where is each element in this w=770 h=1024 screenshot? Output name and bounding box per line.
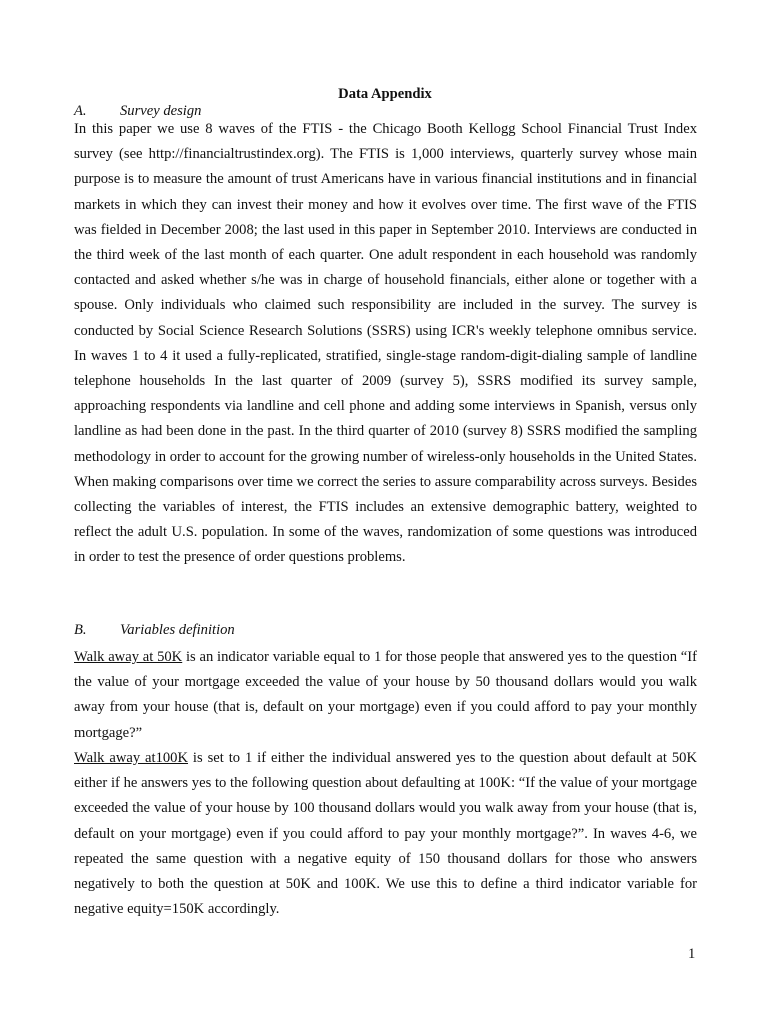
variable-definition-100k: is set to 1 if either the individual answered yes to the question about default at 50K either if he answers yes to the following question about defaulting at 100K: “If the value of your mortgage exceeded the value of your house by 100 thousand dollars would you walk away from your house (that is, default on your mortgage) even if you could afford to pay your monthly mortgage?”. In waves 4-6, we repeated the same question with a negative equity of 150 thousand dollars for those who answers negatively to both the question at 50K and 100K. We use this to define a third indicator variable for negative equity=150K accordingly.: [74, 750, 698, 918]
page-title: Data Appendix: [338, 86, 432, 102]
variable-name-100k: Walk away at100K: [74, 750, 189, 766]
page-number: 1: [688, 946, 696, 962]
variable-name-50k: Walk away at 50K: [74, 649, 183, 665]
section-b-title: Variables definition: [120, 622, 235, 638]
section-b-letter: B.: [74, 622, 87, 638]
section-a-letter: A.: [74, 103, 87, 119]
section-a-paragraph: In this paper we use 8 waves of the FTIS - the Chicago Booth Kellogg School Financial Trust Index survey (see http://financialtrustindex.org). The FTIS is 1,000 interviews, quarterly survey whose main purpose is to measure the amount of trust Americans have in various financial institutions and in financial markets in which they can invest their money and how it evolves over time. The first wave of the FTIS was fielded in December 2008; the last used in this paper in September 2010. Interviews are conducted in the third week of the last month of each quarter. One adult respondent in each household was randomly contacted and asked whether s/he was in charge of household financials, either alone or together with a spouse. Only individuals who claimed such responsibility are included in the survey. The survey is conducted by Social Science Research Solutions (SSRS) using ICR's weekly telephone omnibus service. In waves 1 to 4 it used a fully-replicated, stratified, single-stage random-digit-dialing sample of landline telephone households In the last quarter of 2009 (survey 5), SSRS modified its survey sample, approaching respondents via landline and cell phone and adding some interviews in Spanish, versus only landline as had been done in the past. In the third quarter of 2010 (survey 8) SSRS modified the sampling methodology in order to account for the growing number of wireless-only households in the United States. When making comparisons over time we correct the series to assure comparability across surveys. Besides collecting the variables of interest, the FTIS includes an extensive demographic battery, weighted to reflect the adult U.S. population. In some of the waves, randomization of some questions was introduced in order to test the presence of order questions problems.: [74, 121, 697, 566]
section-a-title: Survey design: [120, 103, 202, 119]
variable-walk-away-50k: [74, 645, 697, 746]
section-b-heading: [74, 622, 235, 639]
variable-walk-away-100k: [74, 746, 697, 922]
variable-definition-50k: is an indicator variable equal to 1 for those people that answered yes to the question “If the value of your mortgage exceeded the value of your house by 50 thousand dollars would you walk away from your house (that is, default on your mortgage) even if you could afford to pay your monthly mortgage?”: [74, 649, 697, 741]
